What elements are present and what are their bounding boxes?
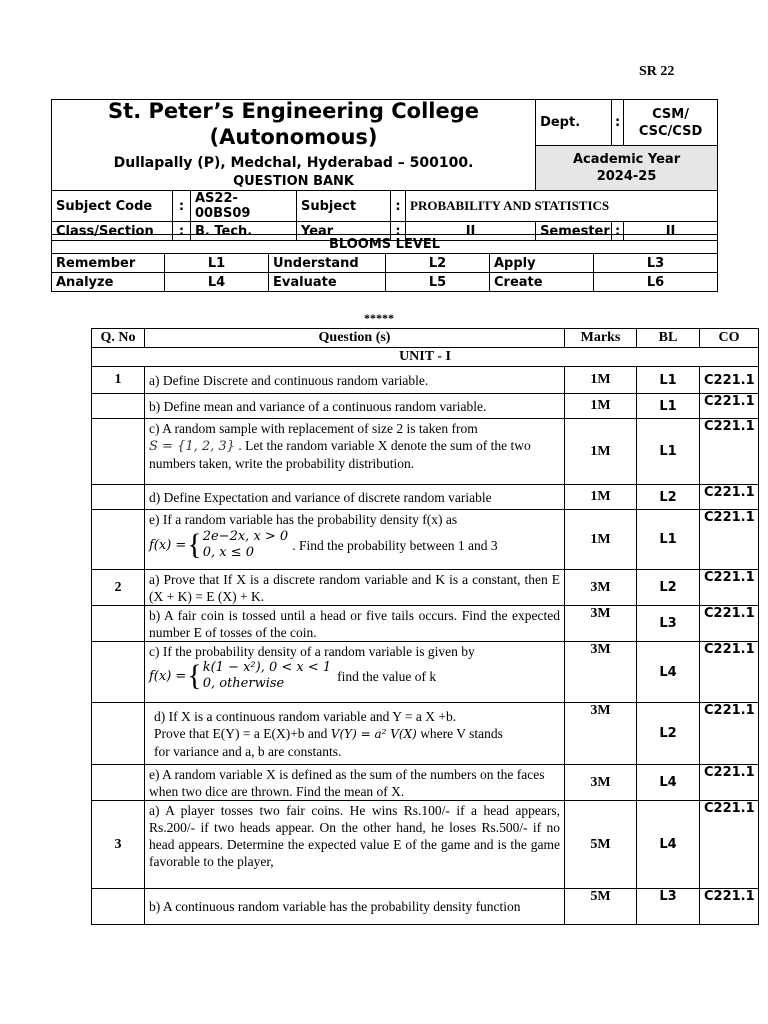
subject-code-label: Subject Code <box>52 191 173 222</box>
year-label: Year <box>297 222 391 241</box>
question-number <box>92 703 145 765</box>
doc-code: SR 22 <box>639 64 675 79</box>
table-row <box>92 642 759 703</box>
bloom-level: L2 <box>637 703 700 765</box>
question-number <box>92 765 145 801</box>
question-text-a: e) If a random variable has the probability density f(x) as <box>149 512 458 527</box>
question-text <box>145 510 565 570</box>
case-1: 2e−2x, x > 0 <box>202 529 289 544</box>
bloom-level: L4 <box>637 801 700 889</box>
bloom-level: L4 <box>637 765 700 801</box>
case-1: k(1 − x²), 0 < x < 1 <box>202 660 332 675</box>
marks: 1M <box>565 510 637 570</box>
marks: 3M <box>565 703 637 765</box>
question-text-b: . Find the probability between 1 and 3 <box>292 537 498 553</box>
math-expression: V(Y) = a² V(X) <box>330 726 417 741</box>
question-number <box>92 510 145 570</box>
course-outcome: C221.1 <box>700 367 759 394</box>
colon: : <box>391 222 406 241</box>
table-row <box>92 510 759 570</box>
question-number <box>92 889 145 925</box>
qno-header: Q. No <box>92 329 145 348</box>
blooms-level: L2 <box>386 254 490 273</box>
question-number <box>92 606 145 642</box>
table-row <box>92 606 759 642</box>
course-outcome: C221.1 <box>700 419 759 485</box>
question-number <box>92 485 145 510</box>
colon: : <box>173 222 191 241</box>
blooms-table <box>51 234 718 292</box>
doc-type: QUESTION BANK <box>233 174 354 189</box>
piecewise-cases <box>203 529 288 561</box>
bloom-level: L4 <box>637 642 700 703</box>
marks: 3M <box>565 765 637 801</box>
blooms-name: Understand <box>269 254 386 273</box>
blooms-level: L1 <box>165 254 269 273</box>
subject-name: PROBABILITY AND STATISTICS <box>406 191 718 222</box>
separator: ***** <box>364 311 394 325</box>
question-table <box>91 328 759 925</box>
course-outcome: C221.1 <box>700 394 759 419</box>
table-header-row <box>92 329 759 348</box>
question-header: Question (s) <box>145 329 565 348</box>
piecewise-cases <box>203 660 331 692</box>
course-outcome: C221.1 <box>700 606 759 642</box>
blooms-title: BLOOMS LEVEL <box>52 235 718 254</box>
marks: 1M <box>565 485 637 510</box>
blooms-name: Evaluate <box>269 273 386 292</box>
case-2: 0, otherwise <box>202 676 285 691</box>
question-text: a) Prove that If X is a discrete random variable and K is a constant, then E (X + K) = E (X) + K. <box>145 570 565 606</box>
question-line-2b: where V stands <box>420 725 503 741</box>
colon: : <box>173 191 191 222</box>
blooms-name: Apply <box>490 254 594 273</box>
math-lhs: f(x) = <box>149 537 187 553</box>
bloom-level: L1 <box>637 367 700 394</box>
marks: 3M <box>565 606 637 642</box>
question-text: a) Define Discrete and continuous random variable. <box>145 367 565 394</box>
dept-colon: : <box>612 100 624 146</box>
question-number <box>92 394 145 419</box>
unit-title: UNIT - I <box>92 348 759 367</box>
blooms-level: L5 <box>386 273 490 292</box>
dept-value-line1: CSM/ <box>652 106 689 122</box>
semester-value: II <box>624 222 718 241</box>
table-row <box>92 570 759 606</box>
question-text: b) A fair coin is tossed until a head or five tails occurs. Find the expected number E of tosses of the coin. <box>145 606 565 642</box>
table-row <box>92 367 759 394</box>
question-line-2: Prove that E(Y) = a E(X)+b and <box>154 725 328 741</box>
question-text-a: c) If the probability density of a random variable is given by <box>149 644 475 659</box>
class-value: B. Tech. <box>191 222 297 241</box>
bloom-level: L3 <box>637 889 700 925</box>
bloom-level: L1 <box>637 419 700 485</box>
question-line-1: d) If X is a continuous random variable and Y = a X +b. <box>154 708 457 724</box>
colon: : <box>391 191 406 222</box>
colon: : <box>612 222 624 241</box>
question-text: b) A continuous random variable has the probability density function <box>145 889 565 925</box>
table-row <box>92 419 759 485</box>
table-row <box>92 889 759 925</box>
question-line-3: for variance and a, b are constants. <box>154 743 342 759</box>
course-outcome: C221.1 <box>700 485 759 510</box>
semester-label: Semester <box>536 222 612 241</box>
math-lhs: f(x) = <box>149 668 187 684</box>
dept-label: Dept. <box>536 100 612 146</box>
question-number <box>92 642 145 703</box>
college-address: Dullapally (P), Medchal, Hyderabad – 500100. <box>113 155 474 171</box>
course-outcome: C221.1 <box>700 642 759 703</box>
question-text-a: c) A random sample with replacement of size 2 is taken from <box>149 421 478 436</box>
table-row <box>92 765 759 801</box>
question-text: a) A player tosses two fair coins. He wins Rs.100/- if a head appears, Rs.200/- if two heads appear. On the other hand, he loses Rs.500/- if no head appears. Determine the expected value E of the game and is the game favorable to the player, <box>145 801 565 889</box>
marks-header: Marks <box>565 329 637 348</box>
question-text <box>145 703 565 765</box>
course-outcome: C221.1 <box>700 801 759 889</box>
table-row <box>92 801 759 889</box>
course-outcome: C221.1 <box>700 765 759 801</box>
bloom-level: L3 <box>637 606 700 642</box>
question-number: 3 <box>92 801 145 889</box>
question-text: e) A random variable X is defined as the sum of the numbers on the faces when two dice are thrown. Find the mean of X. <box>145 765 565 801</box>
math-expression: S = {1, 2, 3} <box>149 439 235 454</box>
brace-icon: { <box>187 528 202 561</box>
blooms-level: L3 <box>594 254 718 273</box>
question-text: d) Define Expectation and variance of discrete random variable <box>145 485 565 510</box>
marks: 5M <box>565 801 637 889</box>
header-table <box>51 99 718 241</box>
marks: 3M <box>565 642 637 703</box>
college-name: St. Peter’s Engineering College (Autonomous) <box>108 99 480 149</box>
question-text-b: . Let the random variable X denote the sum of the two numbers taken, write the probability distribution. <box>149 438 531 471</box>
marks: 5M <box>565 889 637 925</box>
question-number: 2 <box>92 570 145 606</box>
academic-year-cell <box>536 146 718 191</box>
class-label: Class/Section <box>52 222 173 241</box>
course-outcome: C221.1 <box>700 570 759 606</box>
academic-year-label: Academic Year <box>573 152 681 168</box>
marks: 1M <box>565 394 637 419</box>
blooms-name: Create <box>490 273 594 292</box>
bloom-level: L2 <box>637 485 700 510</box>
bl-header: BL <box>637 329 700 348</box>
marks: 3M <box>565 570 637 606</box>
dept-value <box>624 100 718 146</box>
question-text-b: find the value of k <box>337 668 437 684</box>
table-row <box>92 394 759 419</box>
bloom-level: L1 <box>637 394 700 419</box>
question-text: b) Define mean and variance of a continuous random variable. <box>145 394 565 419</box>
question-text <box>145 642 565 703</box>
table-row <box>92 703 759 765</box>
blooms-name: Remember <box>52 254 165 273</box>
academic-year-value: 2024-25 <box>596 169 657 185</box>
marks: 1M <box>565 367 637 394</box>
year-value: II <box>406 222 536 241</box>
question-number: 1 <box>92 367 145 394</box>
question-number <box>92 419 145 485</box>
subject-code: AS22-00BS09 <box>191 191 297 222</box>
blooms-level: L4 <box>165 273 269 292</box>
course-outcome: C221.1 <box>700 889 759 925</box>
blooms-level: L6 <box>594 273 718 292</box>
subject-label: Subject <box>297 191 391 222</box>
question-text <box>145 419 565 485</box>
course-outcome: C221.1 <box>700 510 759 570</box>
course-outcome: C221.1 <box>700 703 759 765</box>
case-2: 0, x ≤ 0 <box>202 545 255 560</box>
bloom-level: L1 <box>637 510 700 570</box>
table-row <box>92 485 759 510</box>
dept-value-line2: CSC/CSD <box>638 123 703 139</box>
college-header <box>52 100 536 191</box>
bloom-level: L2 <box>637 570 700 606</box>
marks: 1M <box>565 419 637 485</box>
blooms-name: Analyze <box>52 273 165 292</box>
brace-icon: { <box>187 659 202 692</box>
co-header: CO <box>700 329 759 348</box>
